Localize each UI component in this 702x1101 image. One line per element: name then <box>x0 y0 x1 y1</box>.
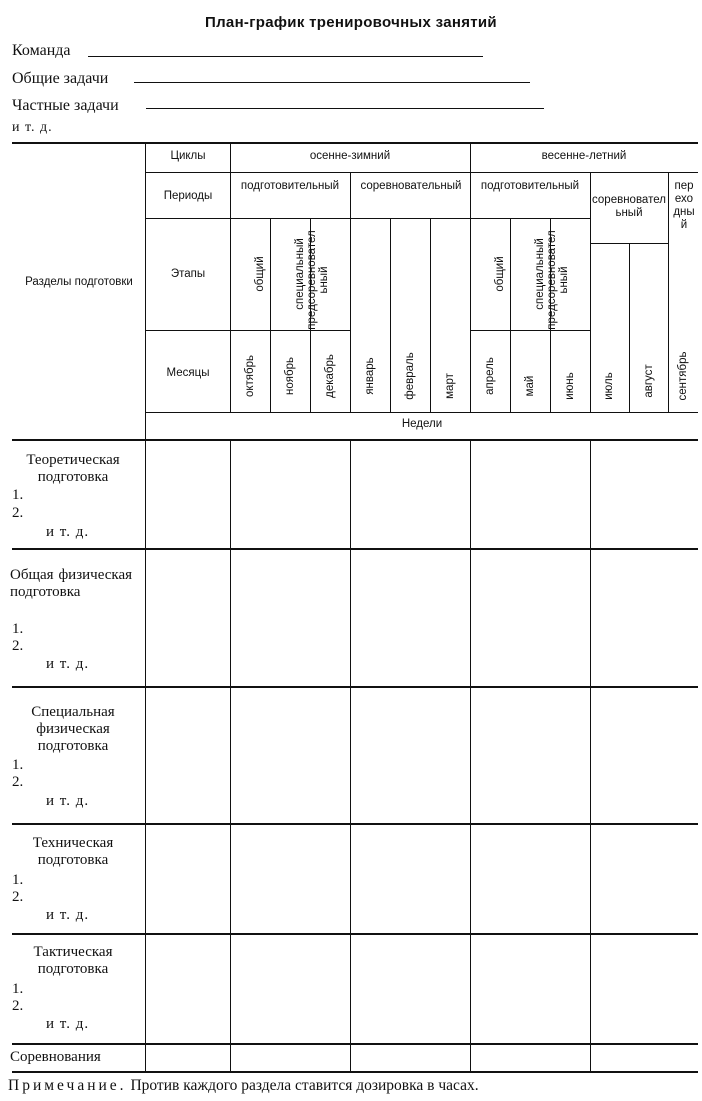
header-vline <box>145 142 146 439</box>
months-row-line <box>146 412 698 413</box>
footnote-label: Примечание. <box>8 1077 127 1094</box>
period-preparatory-2: подготовительный <box>480 180 580 192</box>
section-item-2: 2. <box>12 889 24 905</box>
header-vline <box>230 142 231 412</box>
body-vline <box>470 439 471 1071</box>
cycle-spring-summer: весенне-летний <box>541 150 627 162</box>
stage-general-2: общий <box>494 256 506 292</box>
form-etc: и т. д. <box>12 120 53 135</box>
header-vline <box>430 218 431 412</box>
page-title: План-график тренировочных занятий <box>205 14 497 31</box>
header-vline <box>390 218 391 412</box>
header-vline <box>470 142 471 412</box>
header-vline <box>510 218 511 412</box>
stage-special-1: специальный <box>294 238 306 310</box>
section-divider <box>12 933 698 935</box>
row-label-stages: Этапы <box>170 268 206 280</box>
stage-precompetitive-2: предсоревновательный <box>546 230 570 330</box>
month-august: август <box>643 364 655 398</box>
section-item-1: 1. <box>12 621 24 637</box>
month-april: апрель <box>484 357 496 395</box>
section-item-2: 2. <box>12 998 24 1014</box>
section-divider <box>12 686 698 688</box>
month-may: май <box>524 375 536 397</box>
periods-row-line-b <box>470 218 590 219</box>
month-july: июль <box>603 372 615 400</box>
section-etc: и т. д. <box>46 656 90 672</box>
stages-row-line-a <box>230 330 350 331</box>
body-vline <box>145 439 146 1071</box>
table-top-border <box>12 142 698 144</box>
footnote <box>8 1077 479 1095</box>
month-november: ноябрь <box>284 357 296 395</box>
specific-tasks-field[interactable] <box>146 108 544 109</box>
section-item-1: 1. <box>12 872 24 888</box>
footnote-text: Против каждого раздела ставится дозировка в часах. <box>130 1077 479 1094</box>
section-divider <box>12 548 698 550</box>
period-competitive-1: соревновательный <box>360 180 462 192</box>
header-vline <box>590 172 591 412</box>
section-title: Тактическая подготовка <box>33 944 113 977</box>
month-october: октябрь <box>244 354 256 398</box>
stage-precompetitive-1: предсоревновательный <box>306 230 330 330</box>
section-etc: и т. д. <box>46 1016 90 1032</box>
section-item-1: 1. <box>12 757 24 773</box>
general-tasks-label: Общие задачи <box>12 70 109 87</box>
section-item-1: 1. <box>12 487 24 503</box>
sections-header: Разделы подготовки <box>25 276 133 288</box>
row-label-weeks: Недели <box>401 418 443 430</box>
body-vline <box>590 439 591 1071</box>
section-etc: и т. д. <box>46 793 90 809</box>
month-june: июнь <box>564 372 576 400</box>
row-label-periods: Периоды <box>163 190 213 202</box>
section-item-2: 2. <box>12 774 24 790</box>
section-item-2: 2. <box>12 505 24 521</box>
section-item-1: 1. <box>12 981 24 997</box>
table-bottom-border <box>12 1071 698 1073</box>
header-vline <box>350 172 351 412</box>
section-etc: и т. д. <box>46 907 90 923</box>
competitions-row-label: Соревнования <box>10 1049 101 1065</box>
general-tasks-field[interactable] <box>134 82 530 83</box>
row-label-months: Месяцы <box>166 367 210 379</box>
period-preparatory-1: подготовительный <box>240 180 340 192</box>
specific-tasks-label: Частные задачи <box>12 97 119 114</box>
header-vline <box>270 218 271 412</box>
section-title: Техническая подготовка <box>32 835 114 868</box>
section-divider <box>12 823 698 825</box>
section-item-2: 2. <box>12 638 24 654</box>
section-divider <box>12 1043 698 1045</box>
cycles-row-line <box>146 172 698 173</box>
header-vline <box>668 172 669 412</box>
stage-special-2: специальный <box>534 238 546 310</box>
row-label-cycles: Циклы <box>170 150 206 162</box>
month-january: январь <box>364 357 376 395</box>
period-competitive-2: соревновательный <box>592 194 666 219</box>
month-february: февраль <box>404 352 416 400</box>
month-september: сентябрь <box>677 351 689 401</box>
section-title: Специальная физическая подготовка <box>31 704 115 754</box>
month-march: март <box>444 373 456 399</box>
periods-row-line <box>146 218 230 219</box>
section-etc: и т. д. <box>46 524 90 540</box>
header-bottom-border <box>12 439 698 441</box>
section-title: Общая физическая подготовка <box>10 567 132 600</box>
section-title: Теоретическая подготовка <box>26 452 120 485</box>
stages-row-line <box>146 330 230 331</box>
stages-row-line-b <box>470 330 590 331</box>
team-label: Команда <box>12 42 71 59</box>
cycle-autumn-winter: осенне-зимний <box>309 150 391 162</box>
team-field[interactable] <box>88 56 483 57</box>
period-transition: переходный <box>673 180 695 231</box>
body-vline <box>350 439 351 1071</box>
header-vline <box>629 243 630 412</box>
stage-general-1: общий <box>254 256 266 292</box>
month-december: декабрь <box>324 354 336 398</box>
body-vline <box>230 439 231 1071</box>
